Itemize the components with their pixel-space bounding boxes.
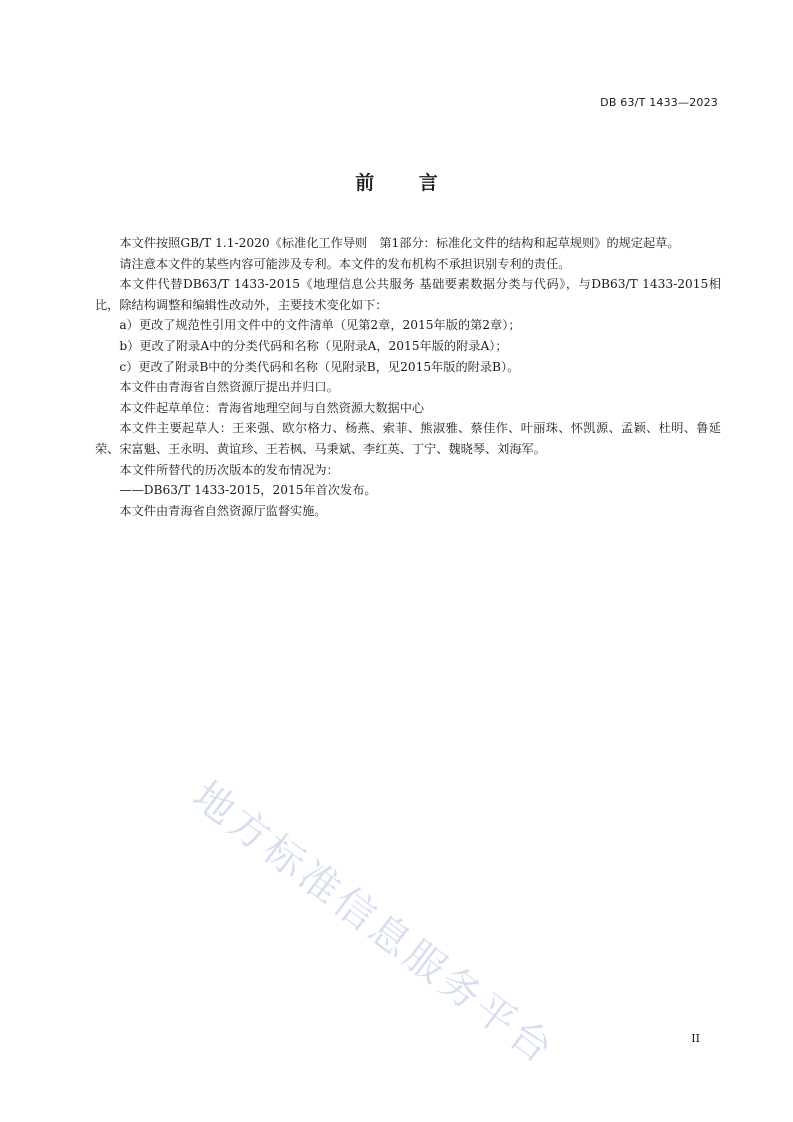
paragraph-history-intro: 本文件所替代的历次版本的发布情况为：: [119, 462, 339, 477]
page-title: 前 言: [355, 172, 438, 194]
page-number: II: [691, 1032, 700, 1045]
foreword-body: [95, 233, 721, 521]
paragraph-supervision: 本文件由青海省自然资源厅监督实施。: [119, 503, 327, 518]
paragraph-history-item: ——DB63/T 1433-2015，2015年首次发布。: [119, 483, 377, 498]
paragraph-drafting-unit: 本文件起草单位：青海省地理空间与自然资源大数据中心: [119, 400, 425, 415]
paragraph-drafting-rules: 本文件按照GB/T 1.1-2020《标准化工作导则 第1部分：标准化文件的结构和起草规则》的规定起草。: [119, 236, 680, 250]
paragraph-replacement: 本文件代替DB63/T 1433-2015《地理信息公共服务 基础要素数据分类与代码》，与DB63/T 1433-2015相比，除结构调整和编辑性改动外，主要技术变化如下：: [95, 277, 721, 312]
paragraph-proposer: 本文件由青海省自然资源厅提出并归口。: [119, 380, 339, 395]
list-item-change-c: c）更改了附录B中的分类代码和名称（见附录B，见2015年版的附录B）。: [119, 359, 520, 374]
list-item-change-a: a）更改了规范性引用文件中的文件清单（见第2章，2015年版的第2章）；: [119, 318, 521, 333]
document-code: DB 63/T 1433—2023: [600, 96, 718, 109]
list-item-change-b: b）更改了附录A中的分类代码和名称（见附录A，2015年版的附录A）；: [119, 338, 508, 353]
paragraph-drafters: 本文件主要起草人：王来强、欧尔格力、杨燕、索菲、熊淑雅、蔡佳作、叶丽珠、怀凯源、孟颖、杜明、鲁延荣、宋富魁、王永明、黄谊珍、王若枫、马秉斌、李红英、丁宁、魏晓琴、刘海军。: [95, 421, 721, 456]
paragraph-patent-notice: 请注意本文件的某些内容可能涉及专利。本文件的发布机构不承担识别专利的责任。: [119, 256, 571, 271]
watermark: 地方标准信息服务平台: [184, 772, 564, 1075]
